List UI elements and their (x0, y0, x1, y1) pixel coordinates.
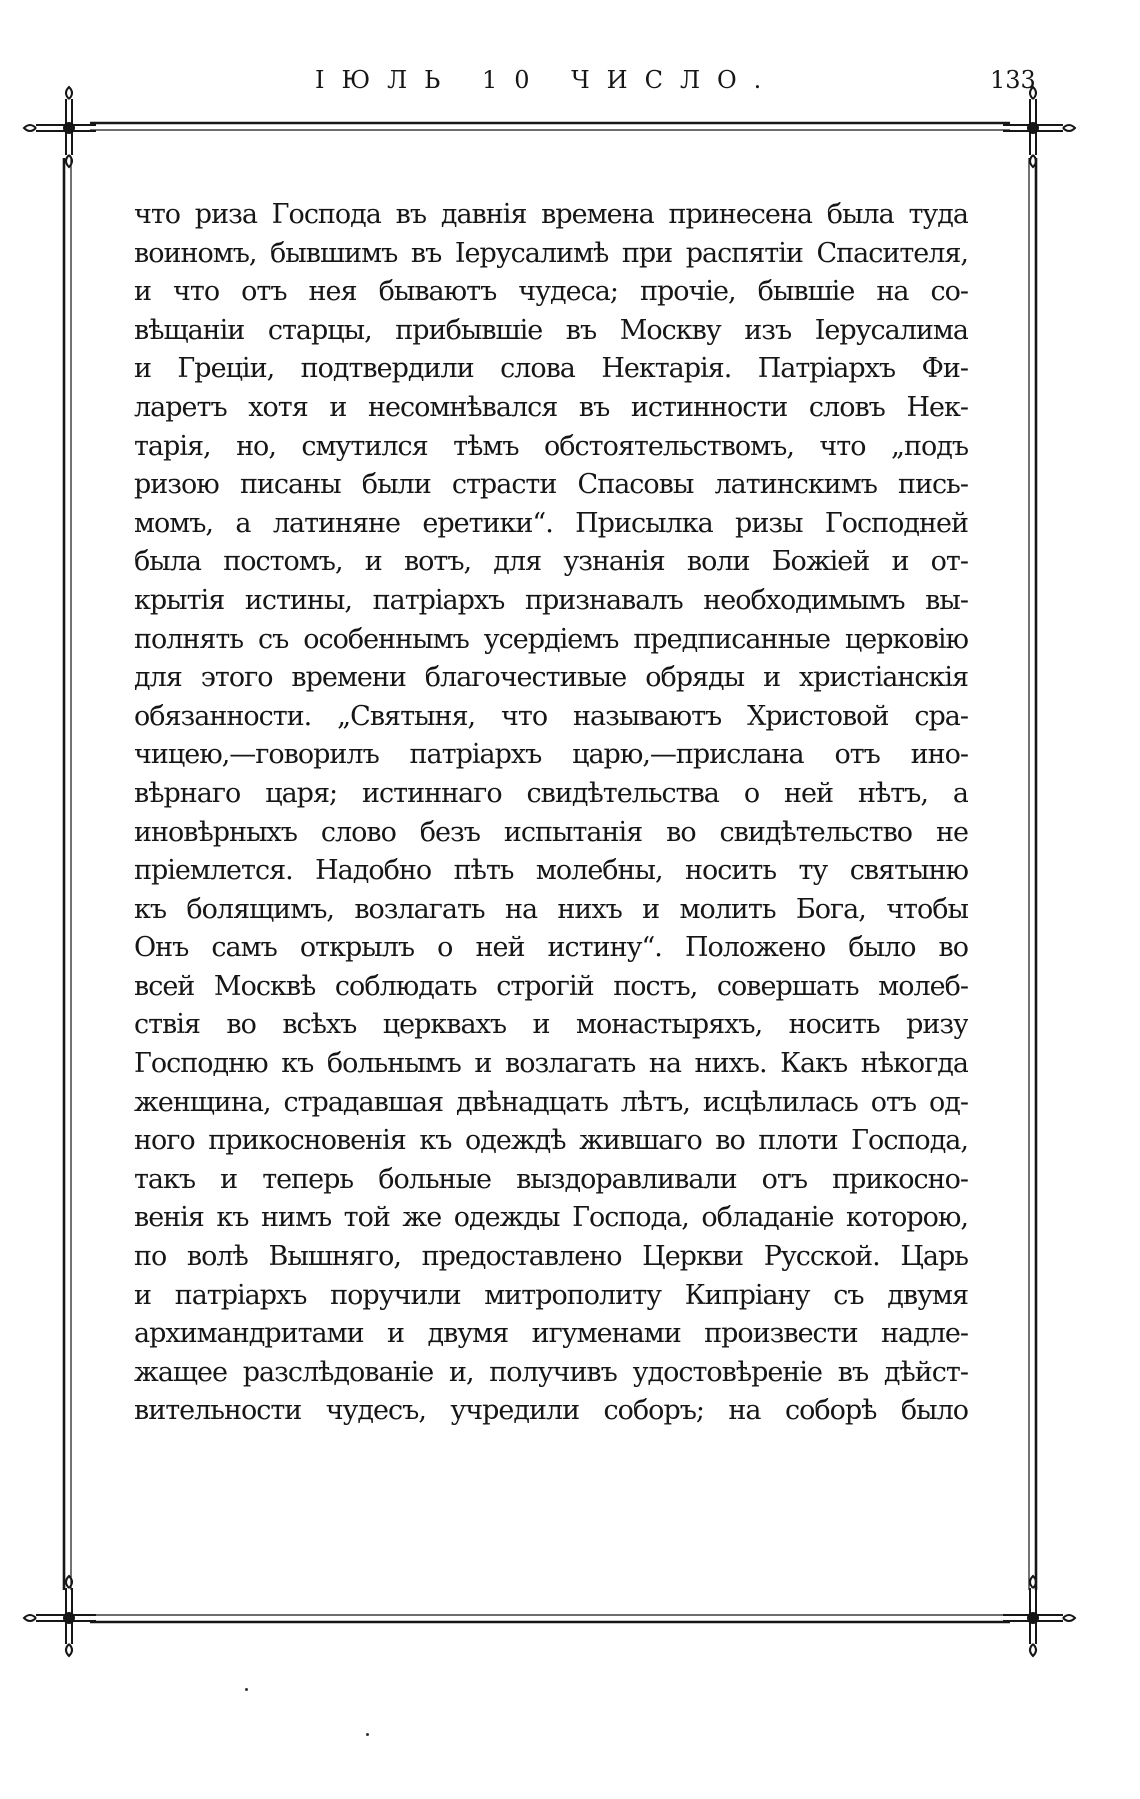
text-line: ного прикосновенія къ одеждѣ жившаго во плоти Господа, (134, 1125, 968, 1157)
corner-ornament-top-left (24, 87, 96, 167)
print-speck (245, 1688, 248, 1691)
running-title: ІЮЛЬ 10 ЧИСЛО. (315, 66, 779, 94)
text-line: всей Москвѣ соблюдать строгій постъ, совершать молеб- (134, 970, 968, 1002)
text-line: пріемлется. Надобно пѣть молебны, носить ту святыню (134, 855, 968, 887)
text-line: Господню къ больнымъ и возлагать на нихъ. Какъ нѣкогда (134, 1048, 968, 1080)
text-line: ствія во всѣхъ церквахъ и монастыряхъ, носить ризу (134, 1009, 968, 1041)
text-line: тарія, но, смутился тѣмъ обстоятельствомъ, что „подъ (134, 430, 968, 462)
text-line: была постомъ, и вотъ, для узнанія воли Божіей и от- (134, 546, 968, 578)
text-line: и Греціи, подтвердили слова Нектарія. Патріархъ Фи- (134, 353, 968, 385)
text-line: вѣрнаго царя; истиннаго свидѣтельства о ней нѣтъ, а (134, 777, 968, 809)
top-rule (90, 123, 1010, 130)
corner-ornament-bottom-right (1003, 1576, 1075, 1656)
text-line: архимандритами и двумя игуменами произвести надле- (134, 1318, 968, 1350)
bottom-rule (90, 1615, 1010, 1622)
text-line: и что отъ нея бываютъ чудеса; прочіе, бывшіе на со- (134, 276, 968, 308)
text-line: момъ, а латиняне еретики“. Присылка ризы Господней (134, 507, 968, 539)
right-rule (1029, 158, 1036, 1590)
text-line: иновѣрныхъ слово безъ испытанія во свидѣтельство не (134, 816, 968, 848)
text-line: ризою писаны были страсти Спасовы латинскимъ пись- (134, 469, 968, 501)
text-line: крытія истины, патріархъ признавалъ необходимымъ вы- (134, 584, 968, 616)
text-line: къ болящимъ, возлагать на нихъ и молить Бога, чтобы (134, 893, 968, 925)
text-line: вительности чудесъ, учредили соборъ; на соборѣ было (134, 1395, 968, 1427)
text-line: жащее разслѣдованіе и, получивъ удостовѣреніе въ дѣйст- (134, 1356, 968, 1388)
body-text (134, 196, 968, 1431)
text-line: что риза Господа въ давнія времена принесена была туда (134, 199, 968, 230)
text-line: вѣщаніи старцы, прибывшіе въ Москву изъ Іерусалима (134, 314, 968, 346)
text-line: и патріархъ поручили митрополиту Кипріану съ двумя (134, 1279, 968, 1311)
corner-ornament-bottom-left (24, 1576, 96, 1656)
text-line: Онъ самъ открылъ о ней истину“. Положено было во (134, 932, 968, 964)
text-line: женщина, страдавшая двѣнадцать лѣтъ, исцѣлилась отъ од- (134, 1086, 968, 1118)
text-line: по волѣ Вышняго, предоставлено Церкви Русской. Царь (134, 1241, 968, 1273)
text-line: обязанности. „Святыня, что называютъ Христовой сра- (134, 700, 968, 732)
text-line: чицею,—говорилъ патріархъ царю,—прислана отъ ино- (134, 739, 968, 771)
text-line: такъ и теперь больные выздоравливали отъ прикосно- (134, 1163, 968, 1195)
text-line: полнять съ особеннымъ усердіемъ предписанные церковію (134, 623, 968, 655)
text-line: ларетъ хотя и несомнѣвался въ истинности словъ Нек- (134, 391, 968, 423)
print-speck (366, 1733, 369, 1736)
text-line: воиномъ, бывшимъ въ Іерусалимѣ при распятіи Спасителя, (134, 237, 968, 269)
page-number: 133 (990, 66, 1036, 94)
text-line: венія къ нимъ той же одежды Господа, обладаніе которою, (134, 1202, 968, 1234)
text-line: для этого времени благочестивые обряды и христіанскія (134, 662, 968, 694)
left-rule (64, 158, 71, 1590)
corner-ornament-top-right (1003, 87, 1075, 167)
